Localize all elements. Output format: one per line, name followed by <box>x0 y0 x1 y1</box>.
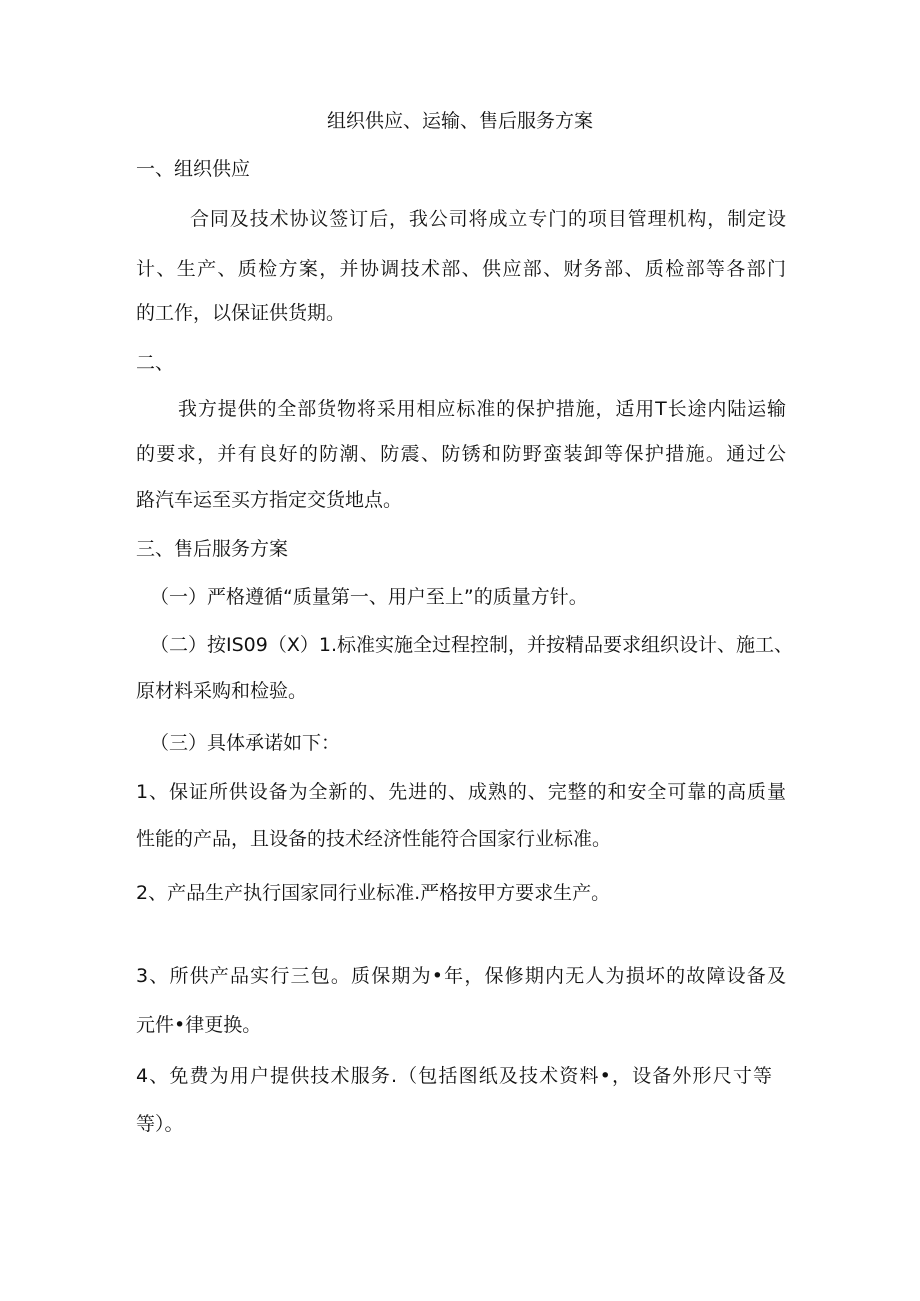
section3-item-2-line-2: 原材料采购和检验。 <box>136 680 308 702</box>
promise-4-line-2: 等）。 <box>136 1113 184 1135</box>
section1-para-line-3: 的工作，以保证供货期。 <box>136 302 346 324</box>
section3-item-2-line-1: （二）按IS09（X）1.标准实施全过程控制，并按精品要求组织设计、施工、 <box>150 634 793 656</box>
promise-4-line-1: 4、免费为用户提供技术服务.（包括图纸及技术资料•，设备外形尺寸等 <box>136 1065 772 1087</box>
section2-heading: 二、 <box>136 352 175 374</box>
section2-para-line-2: 的要求，并有良好的防潮、防震、防锈和防野蛮装卸等保护措施。通过公 <box>136 443 786 465</box>
promise-1-line-2: 性能的产品，且设备的技术经济性能符合国家行业标准。 <box>136 828 612 850</box>
promise-3-line-2: 元件•律更换。 <box>136 1014 262 1036</box>
section1-heading: 一、组织供应 <box>136 158 251 180</box>
promise-3-line-1: 3、所供产品实行三包。质保期为•年，保修期内无人为损坏的故障设备及 <box>136 965 786 987</box>
promise-2: 2、产品生产执行国家同行业标准.严格按甲方要求生产。 <box>136 882 611 904</box>
section3-heading: 三、售后服务方案 <box>136 538 289 560</box>
section1-para-line-1: 合同及技术协议签订后，我公司将成立专门的项目管理机构，制定设 <box>190 208 786 230</box>
section3-item-1: （一）严格遵循“质量第一、用户至上”的质量方针。 <box>150 586 588 608</box>
promise-1-line-1: 1、保证所供设备为全新的、先进的、成熟的、完整的和安全可靠的高质量 <box>136 781 786 803</box>
section3-item-3: （三）具体承诺如下： <box>150 732 341 754</box>
section2-para-line-3: 路汽车运至买方指定交货地点。 <box>136 489 403 511</box>
section2-para-line-1: 我方提供的全部货物将采用相应标准的保护措施，适用T长途内陆运输 <box>178 398 786 420</box>
document-title: 组织供应、运输、售后服务方案 <box>326 110 593 132</box>
section1-para-line-2: 计、生产、质检方案，并协调技术部、供应部、财务部、质检部等各部门 <box>136 258 786 280</box>
